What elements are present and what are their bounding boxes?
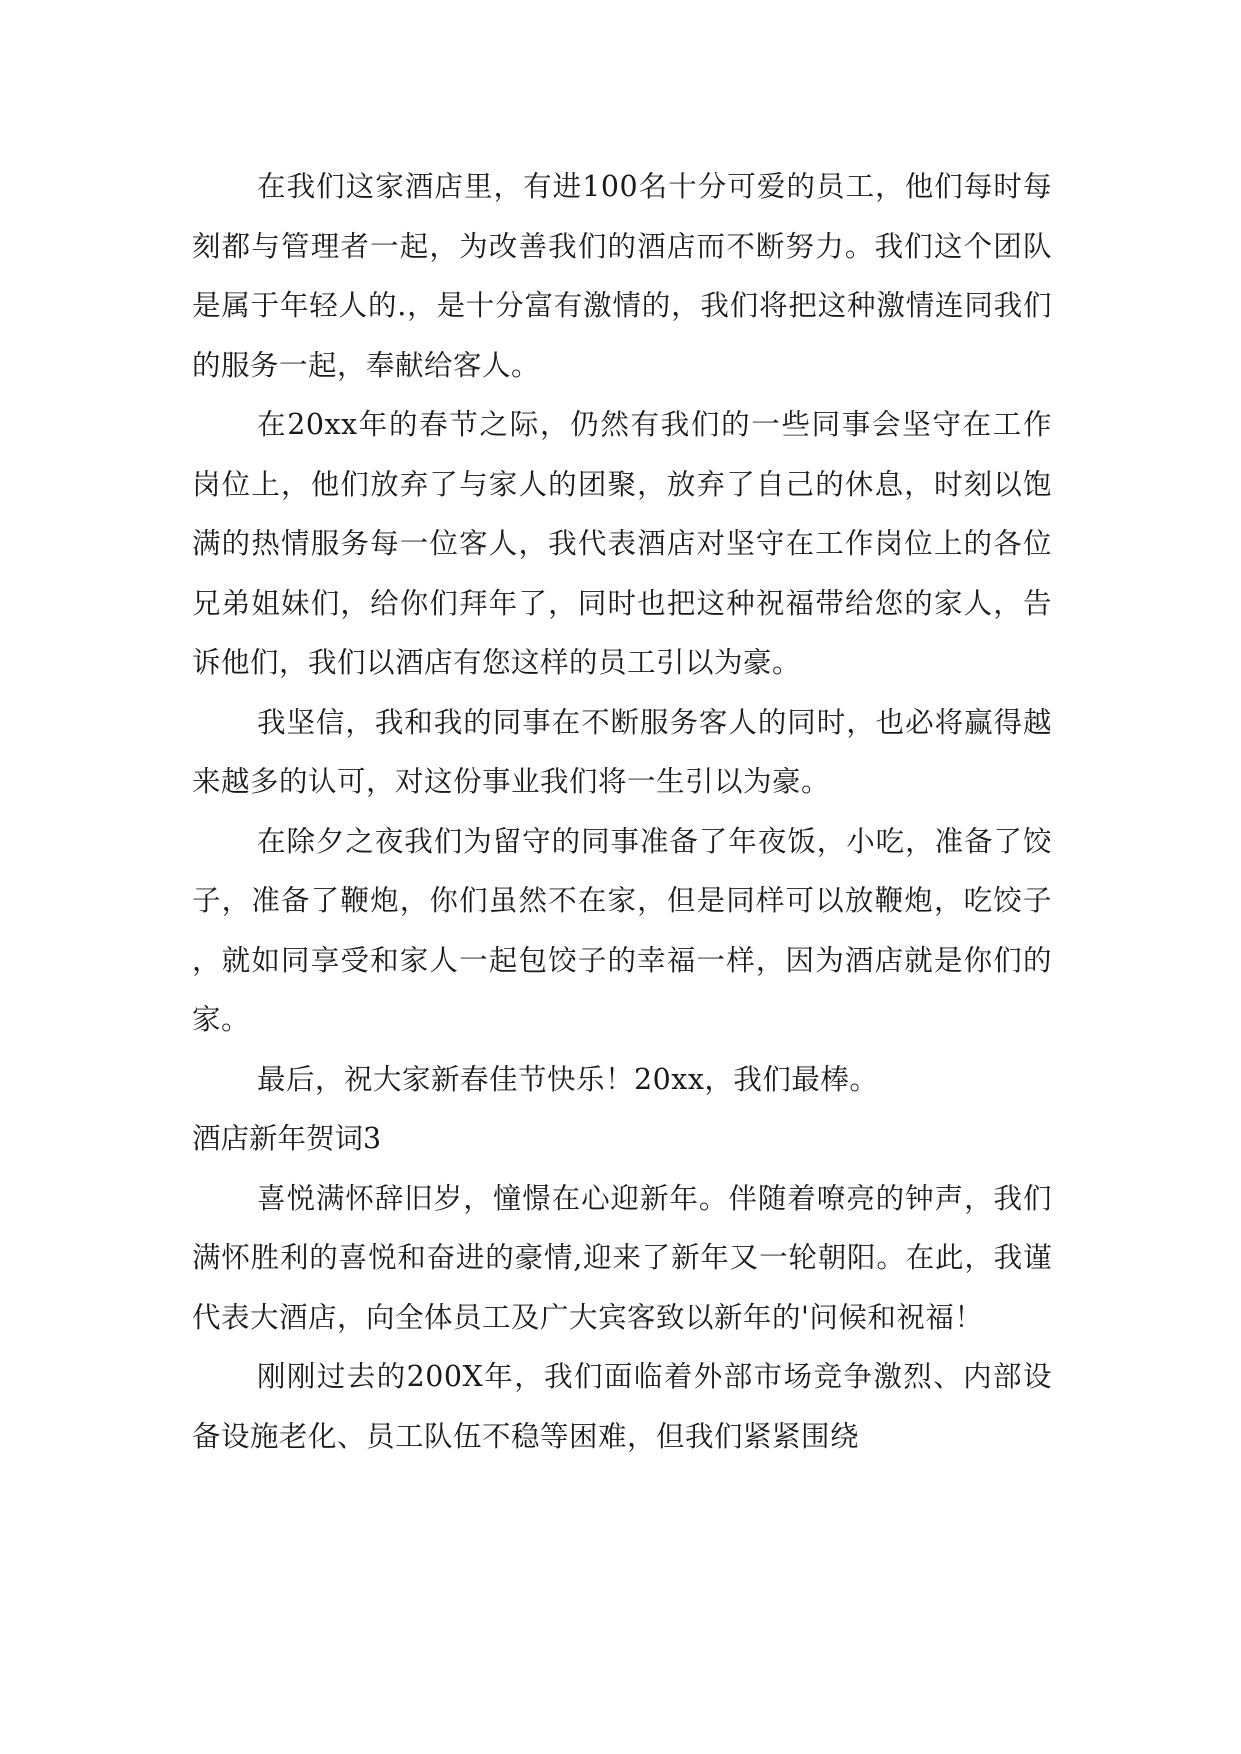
paragraph-new-year-eve: 在除夕之夜我们为留守的同事准备了年夜饭，小吃，准备了饺子，准备了鞭炮，你们虽然不在家，但是同样可以放鞭炮，吃饺子，就如同享受和家人一起包饺子的幸福一样，因为酒店就是你们的家。	[192, 824, 1052, 1036]
paragraph-spring-festival: 在20xx年的春节之际，仍然有我们的一些同事会坚守在工作岗位上，他们放弃了与家人的团聚，放弃了自己的休息，时刻以饱满的热情服务每一位客人，我代表酒店对坚守在工作岗位上的各位兄弟姐妹们，给你们拜年了，同时也把这种祝福带给您的家人，告诉他们，我们以酒店有您这样的员工引以为豪。	[192, 408, 1052, 679]
paragraph-new-year-greeting: 喜悦满怀辞旧岁，憧憬在心迎新年。伴随着嘹亮的钟声，我们满怀胜利的喜悦和奋进的豪情,迎来了新年又一轮朝阳。在此，我谨代表大酒店，向全体员工及广大宾客致以新年的'问候和祝福！	[192, 1181, 1052, 1334]
paragraph-hotel-staff: 在我们这家酒店里，有进100名十分可爱的员工，他们每时每刻都与管理者一起，为改善我们的酒店而不断努力。我们这个团队是属于年轻人的.，是十分富有激情的，我们将把这种激情连同我们的服务一起，奉献给客人。	[192, 170, 1052, 382]
paragraph-belief: 我坚信，我和我的同事在不断服务客人的同时，也必将赢得越来越多的认可，对这份事业我们将一生引以为豪。	[192, 705, 1052, 798]
paragraph-past-year: 刚刚过去的200X年，我们面临着外部市场竞争激烈、内部设备设施老化、员工队伍不稳等困难，但我们紧紧围绕	[192, 1360, 1052, 1453]
paragraph-closing-wishes: 最后，祝大家新春佳节快乐！20xx，我们最棒。	[257, 1062, 879, 1096]
section-heading: 酒店新年贺词3	[192, 1122, 382, 1155]
document-body	[192, 157, 1052, 1466]
